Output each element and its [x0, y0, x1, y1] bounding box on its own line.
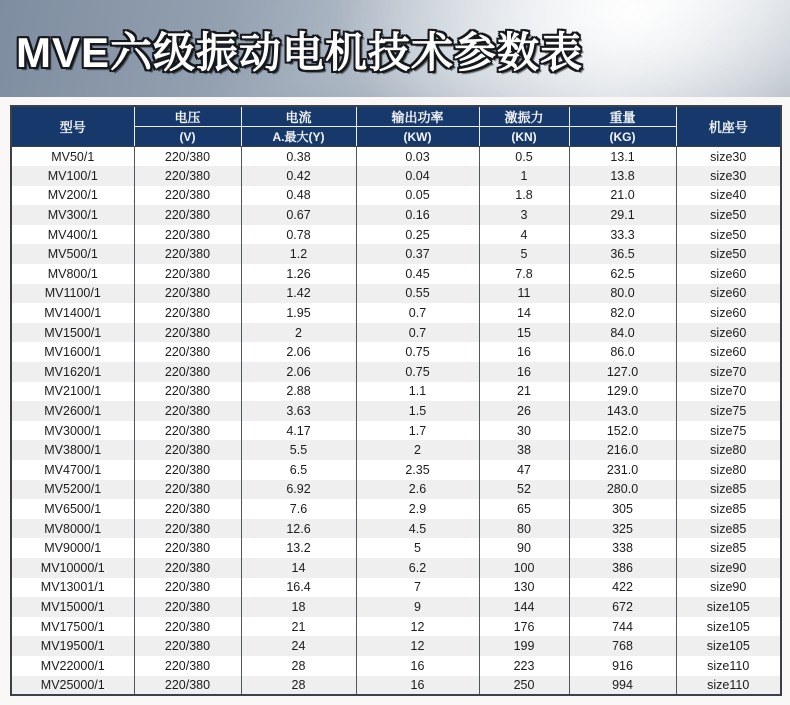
- table-cell: 1.7: [356, 421, 479, 441]
- table-row: [11, 303, 781, 323]
- table-cell: 0.38: [241, 147, 356, 167]
- table-cell: MV800/1: [47, 266, 98, 281]
- table-cell: MV15000/1: [40, 599, 105, 614]
- table-row: [11, 421, 781, 441]
- table-cell: size85: [676, 480, 781, 500]
- table-cell: 36.5: [569, 244, 676, 264]
- table-cell: 0.78: [241, 225, 356, 245]
- col-header-current: 电流: [241, 106, 356, 127]
- table-row: [11, 244, 781, 264]
- table-row: [11, 636, 781, 656]
- table-row: [11, 205, 781, 225]
- table-cell: 13.1: [569, 147, 676, 167]
- col-header-exciting-force: 激振力: [479, 106, 569, 127]
- table-cell: 220/380: [134, 401, 241, 421]
- table-cell: 12.6: [241, 519, 356, 539]
- col-unit-exciting-force: (KN): [479, 127, 569, 147]
- table-cell: 280.0: [569, 480, 676, 500]
- table-cell: MV3800/1: [44, 443, 102, 458]
- table-cell: 176: [479, 617, 569, 637]
- table-cell: size60: [676, 342, 781, 362]
- table-cell: 7.6: [241, 499, 356, 519]
- table-cell: 12: [356, 636, 479, 656]
- table-cell: 152.0: [569, 421, 676, 441]
- table-cell: 250: [479, 676, 569, 696]
- table-cell: 220/380: [134, 617, 241, 637]
- table-cell: 916: [569, 656, 676, 676]
- table-cell: size50: [676, 225, 781, 245]
- table-cell: 4.5: [356, 519, 479, 539]
- col-header-output-power: 输出功率: [356, 106, 479, 127]
- table-cell: 1.5: [356, 401, 479, 421]
- table-cell: 220/380: [134, 440, 241, 460]
- table-cell: 231.0: [569, 460, 676, 480]
- table-cell: MV300/1: [47, 208, 98, 223]
- table-cell: 16: [479, 342, 569, 362]
- table-cell: 305: [569, 499, 676, 519]
- table-cell: 220/380: [134, 676, 241, 696]
- table-cell: MV22000/1: [40, 658, 105, 673]
- table-cell: MV1500/1: [44, 325, 102, 340]
- table-cell: 11: [479, 284, 569, 304]
- table-cell: 16: [356, 656, 479, 676]
- table-row: [11, 617, 781, 637]
- table-cell: size60: [676, 284, 781, 304]
- table-cell: size110: [676, 676, 781, 696]
- table-cell: 216.0: [569, 440, 676, 460]
- table-cell: 84.0: [569, 323, 676, 343]
- table-cell: 52: [479, 480, 569, 500]
- table-cell: size90: [676, 578, 781, 598]
- table-cell: 2.06: [241, 362, 356, 382]
- table-cell: MV9000/1: [44, 541, 102, 556]
- table-cell: 220/380: [134, 303, 241, 323]
- table-cell: 0.7: [356, 303, 479, 323]
- table-cell: 0.67: [241, 205, 356, 225]
- table-cell: 7.8: [479, 264, 569, 284]
- table-cell: size105: [676, 636, 781, 656]
- page-title: MVE六级振动电机技术参数表: [16, 29, 584, 76]
- table-cell: 220/380: [134, 225, 241, 245]
- table-cell: size50: [676, 244, 781, 264]
- table-cell: MV25000/1: [40, 677, 105, 692]
- table-row: [11, 382, 781, 402]
- table-cell: 129.0: [569, 382, 676, 402]
- table-row: [11, 460, 781, 480]
- table-cell: 16.4: [241, 578, 356, 598]
- table-cell: 0.75: [356, 362, 479, 382]
- table-cell: 386: [569, 558, 676, 578]
- table-cell: 220/380: [134, 480, 241, 500]
- table-cell: 80.0: [569, 284, 676, 304]
- table-cell: 100: [479, 558, 569, 578]
- table-cell: size110: [676, 656, 781, 676]
- col-header-model: 型号: [11, 106, 134, 147]
- table-cell: size50: [676, 205, 781, 225]
- table-cell: 6.5: [241, 460, 356, 480]
- table-cell: 2.88: [241, 382, 356, 402]
- table-cell: size30: [676, 147, 781, 167]
- table-cell: 30: [479, 421, 569, 441]
- table-cell: size40: [676, 186, 781, 206]
- table-cell: 0.45: [356, 264, 479, 284]
- table-cell: 21.0: [569, 186, 676, 206]
- table-cell: 0.16: [356, 205, 479, 225]
- table-cell: 768: [569, 636, 676, 656]
- table-cell: MV2100/1: [44, 384, 102, 399]
- table-cell: 18: [241, 597, 356, 617]
- table-cell: 82.0: [569, 303, 676, 323]
- table-cell: 21: [241, 617, 356, 637]
- table-cell: 28: [241, 676, 356, 696]
- table-cell: 127.0: [569, 362, 676, 382]
- table-cell: 220/380: [134, 558, 241, 578]
- table-cell: 1.8: [479, 186, 569, 206]
- col-header-weight: 重量: [569, 106, 676, 127]
- table-row: [11, 401, 781, 421]
- table-cell: 86.0: [569, 342, 676, 362]
- table-cell: 9: [356, 597, 479, 617]
- table-cell: 672: [569, 597, 676, 617]
- table-cell: 220/380: [134, 323, 241, 343]
- table-cell: 15: [479, 323, 569, 343]
- table-cell: 144: [479, 597, 569, 617]
- table-cell: 2.6: [356, 480, 479, 500]
- table-cell: size80: [676, 460, 781, 480]
- table-cell: 220/380: [134, 186, 241, 206]
- table-cell: 130: [479, 578, 569, 598]
- table-cell: MV6500/1: [44, 501, 102, 516]
- table-cell: 7: [356, 578, 479, 598]
- col-unit-voltage: (V): [134, 127, 241, 147]
- table-cell: size30: [676, 166, 781, 186]
- table-cell: 1.26: [241, 264, 356, 284]
- table-cell: 0.42: [241, 166, 356, 186]
- table-cell: size70: [676, 362, 781, 382]
- table-cell: 220/380: [134, 264, 241, 284]
- table-cell: size85: [676, 538, 781, 558]
- table-cell: 199: [479, 636, 569, 656]
- table-cell: 5: [356, 538, 479, 558]
- table-cell: MV17500/1: [40, 619, 105, 634]
- table-cell: size90: [676, 558, 781, 578]
- table-cell: 24: [241, 636, 356, 656]
- table-row: [11, 362, 781, 382]
- col-header-voltage: 电压: [134, 106, 241, 127]
- table-cell: MV500/1: [47, 247, 98, 262]
- table-cell: size105: [676, 617, 781, 637]
- table-row: [11, 538, 781, 558]
- table-cell: 5.5: [241, 440, 356, 460]
- table-cell: 220/380: [134, 578, 241, 598]
- table-cell: 220/380: [134, 147, 241, 167]
- table-row: [11, 558, 781, 578]
- table-cell: MV1620/1: [44, 364, 102, 379]
- sky-banner: [0, 0, 790, 97]
- table-cell: 0.04: [356, 166, 479, 186]
- table-cell: 0.55: [356, 284, 479, 304]
- table-cell: 0.05: [356, 186, 479, 206]
- table-cell: MV50/1: [51, 149, 95, 164]
- col-unit-output-power: (KW): [356, 127, 479, 147]
- table-header: [11, 106, 781, 147]
- table-cell: 13.2: [241, 538, 356, 558]
- table-cell: size75: [676, 401, 781, 421]
- table-cell: 0.5: [479, 147, 569, 167]
- table-cell: 325: [569, 519, 676, 539]
- table-cell: size85: [676, 519, 781, 539]
- table-cell: size75: [676, 421, 781, 441]
- table-cell: MV8000/1: [44, 521, 102, 536]
- table-cell: 16: [479, 362, 569, 382]
- table-row: [11, 597, 781, 617]
- table-cell: 220/380: [134, 382, 241, 402]
- table-cell: 26: [479, 401, 569, 421]
- table-cell: 0.03: [356, 147, 479, 167]
- table-cell: 4: [479, 225, 569, 245]
- table-cell: 220/380: [134, 538, 241, 558]
- col-unit-current: A.最大(Y): [241, 127, 356, 147]
- table-row: [11, 440, 781, 460]
- table-cell: MV10000/1: [40, 560, 105, 575]
- table-cell: MV13001/1: [40, 580, 105, 595]
- table-cell: size80: [676, 440, 781, 460]
- table-row: [11, 519, 781, 539]
- table-cell: 223: [479, 656, 569, 676]
- table-cell: 422: [569, 578, 676, 598]
- table-cell: MV2600/1: [44, 404, 102, 419]
- table-row: [11, 578, 781, 598]
- table-cell: 220/380: [134, 421, 241, 441]
- table-row: [11, 656, 781, 676]
- table-cell: 220/380: [134, 499, 241, 519]
- table-cell: 220/380: [134, 342, 241, 362]
- table-cell: 1.2: [241, 244, 356, 264]
- table-cell: 6.2: [356, 558, 479, 578]
- table-cell: 220/380: [134, 166, 241, 186]
- table-cell: 90: [479, 538, 569, 558]
- table-cell: MV5200/1: [44, 482, 102, 497]
- table-cell: MV400/1: [47, 227, 98, 242]
- table-cell: 14: [479, 303, 569, 323]
- table-cell: 47: [479, 460, 569, 480]
- table-cell: 2.06: [241, 342, 356, 362]
- table-cell: 16: [356, 676, 479, 696]
- table-cell: 220/380: [134, 205, 241, 225]
- table-cell: 21: [479, 382, 569, 402]
- table-row: [11, 499, 781, 519]
- table-cell: 0.7: [356, 323, 479, 343]
- table-cell: MV1100/1: [44, 286, 101, 301]
- table-cell: 220/380: [134, 636, 241, 656]
- table-cell: 4.17: [241, 421, 356, 441]
- table-cell: 65: [479, 499, 569, 519]
- table-cell: 220/380: [134, 244, 241, 264]
- table-cell: size60: [676, 323, 781, 343]
- table-row: [11, 480, 781, 500]
- table-body: [11, 147, 781, 696]
- table-row: [11, 342, 781, 362]
- table-cell: MV19500/1: [40, 639, 105, 654]
- table-cell: 0.25: [356, 225, 479, 245]
- table-cell: 1.42: [241, 284, 356, 304]
- table-cell: MV1600/1: [44, 345, 102, 360]
- table-cell: 6.92: [241, 480, 356, 500]
- table-cell: 38: [479, 440, 569, 460]
- table-cell: size85: [676, 499, 781, 519]
- spec-table: [10, 105, 782, 696]
- table-row: [11, 284, 781, 304]
- table-cell: 2: [356, 440, 479, 460]
- table-row: [11, 264, 781, 284]
- table-row: [11, 225, 781, 245]
- table-cell: 1.95: [241, 303, 356, 323]
- table-cell: 220/380: [134, 656, 241, 676]
- table-cell: MV100/1: [47, 168, 98, 183]
- col-unit-weight: (KG): [569, 127, 676, 147]
- table-cell: 220/380: [134, 519, 241, 539]
- table-cell: 1: [479, 166, 569, 186]
- table-cell: 220/380: [134, 597, 241, 617]
- table-cell: 220/380: [134, 284, 241, 304]
- table-cell: MV200/1: [47, 188, 98, 203]
- table-cell: 0.37: [356, 244, 479, 264]
- table-cell: MV4700/1: [44, 462, 102, 477]
- table-cell: size60: [676, 264, 781, 284]
- table-cell: MV3000/1: [44, 423, 102, 438]
- table-cell: 12: [356, 617, 479, 637]
- table-cell: 3: [479, 205, 569, 225]
- table-row: [11, 676, 781, 696]
- table-cell: 1.1: [356, 382, 479, 402]
- table-cell: 28: [241, 656, 356, 676]
- table-cell: 2: [241, 323, 356, 343]
- table-cell: 5: [479, 244, 569, 264]
- table-cell: size105: [676, 597, 781, 617]
- table-cell: 0.48: [241, 186, 356, 206]
- table-cell: 2.9: [356, 499, 479, 519]
- table-cell: size60: [676, 303, 781, 323]
- table-cell: size70: [676, 382, 781, 402]
- table-cell: 744: [569, 617, 676, 637]
- table-row: [11, 323, 781, 343]
- table-cell: 14: [241, 558, 356, 578]
- table-cell: 3.63: [241, 401, 356, 421]
- table-cell: 62.5: [569, 264, 676, 284]
- table-cell: 13.8: [569, 166, 676, 186]
- col-header-frame-size: 机座号: [676, 106, 781, 147]
- table-cell: 29.1: [569, 205, 676, 225]
- table-cell: 220/380: [134, 362, 241, 382]
- table-container: [0, 97, 790, 696]
- table-cell: 80: [479, 519, 569, 539]
- table-cell: 338: [569, 538, 676, 558]
- table-cell: 2.35: [356, 460, 479, 480]
- table-cell: 0.75: [356, 342, 479, 362]
- table-cell: 33.3: [569, 225, 676, 245]
- table-row: [11, 166, 781, 186]
- table-cell: 994: [569, 676, 676, 696]
- table-cell: 220/380: [134, 460, 241, 480]
- table-cell: MV1400/1: [44, 306, 102, 321]
- table-row: [11, 147, 781, 167]
- table-cell: 143.0: [569, 401, 676, 421]
- table-row: [11, 186, 781, 206]
